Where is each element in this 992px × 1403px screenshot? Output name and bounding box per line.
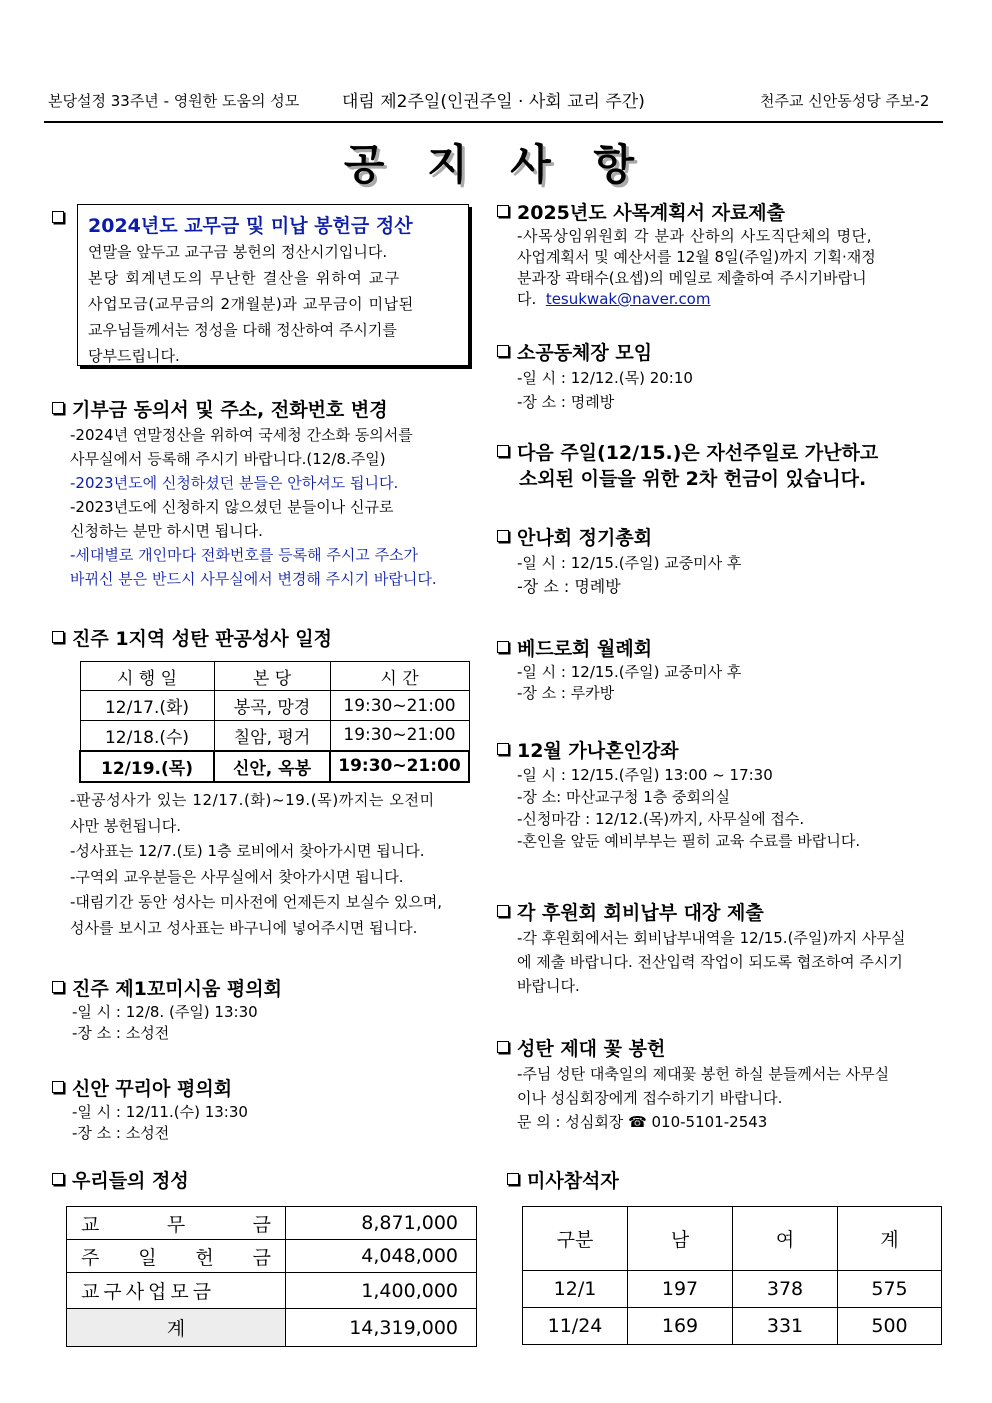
notice13-line: -주님 성탄 대축일의 제대꽃 봉헌 하실 분들께서는 사무실 [517,1065,890,1083]
attendance-cell: 331 [733,1308,838,1345]
notice2-line: 사무실에서 등록해 주시기 바랍니다.(12/8.주일) [70,450,386,468]
checkbox-icon [497,445,509,457]
notice3-line: -대림기간 동안 성사는 미사전에 언제든지 보실수 있으며, [70,893,443,911]
notice12-line: -각 후원회에서는 회비납부내역을 12/15.(주일)까지 사무실 [517,929,906,947]
attendance-cell: 169 [628,1308,733,1345]
notice2-line: 바뀌신 분은 반드시 사무실에서 변경해 주시기 바랍니다. [70,570,437,588]
notice11-line: -일 시 : 12/15.(주일) 13:00 ~ 17:30 [517,766,773,784]
notice3-line: -성사표는 12/7.(토) 1층 로비에서 찾아가시면 됩니다. [70,842,425,860]
notice13-line: 이나 성심회장에게 접수하기기 바랍니다. [517,1089,783,1107]
notice8-section [497,440,878,492]
header-right: 천주교 신안동성당 주보-2 [760,92,930,110]
notice3-line: -판공성사가 있는 12/17.(화)~19.(목)까지는 오전미 [70,791,435,809]
notice1-line: 당부드립니다. [88,347,180,365]
header-divider [44,121,943,123]
table-cell: 12/17.(화) [80,691,214,721]
table-header: 본 당 [214,662,330,691]
notice2-line: -2023년도에 신청하지 않으셨던 분들이나 신규로 [70,498,394,516]
attendance-cell: 575 [838,1271,942,1308]
notice11-title: 12월 가나혼인강좌 [517,740,679,762]
offering-label: 교 무 금 [67,1207,286,1240]
notice2-line: 신청하는 분만 하시면 됩니다. [70,522,263,540]
notice12-line: 에 제출 바랍니다. 전산입력 작업이 되도록 협조하여 주시기 [517,953,903,971]
checkbox-icon [497,905,509,917]
table-cell: 12/18.(수) [80,721,214,751]
email-link[interactable]: tesukwak@naver.com [545,290,711,308]
table-cell: 신안, 옥봉 [214,751,330,782]
checkbox-icon [497,743,509,755]
attendance-cell: 500 [838,1308,942,1345]
notice7-line: -일 시 : 12/12.(목) 20:10 [517,369,693,387]
notice12-line: 바랍니다. [517,977,580,995]
header-center: 대림 제2주일(인권주일 · 사회 교리 주간) [342,92,645,112]
notice5-section [52,1076,248,1144]
attendance-header: 계 [838,1207,942,1271]
attendance-cell: 11/24 [523,1308,628,1345]
table-cell: 19:30~21:00 [330,751,469,782]
notice6-section [497,200,876,310]
checkbox-icon [497,641,509,653]
notice2-line: -2023년도에 신청하셨던 분들은 안하셔도 됩니다. [70,474,399,492]
notice1-line: 교우님들께서는 정성을 다해 정산하여 주시기를 [88,321,397,339]
notice13-section [497,1036,889,1134]
table-cell: 봉곡, 망경 [214,691,330,721]
notice6-line: -사목상임위원회 각 분과 산하의 사도직단체의 명단, [517,227,873,245]
page-title: 공 지 사 항 [343,140,649,189]
notice11-line: -혼인을 앞둔 예비부부는 필히 교육 수료를 바랍니다. [517,832,861,850]
checkbox-icon [497,345,509,357]
attendance-header: 남 [628,1207,733,1271]
notice7-section [497,340,693,414]
header-left: 본당설정 33주년 - 영원한 도움의 성모 [48,92,300,110]
offering-value: 8,871,000 [286,1207,477,1240]
offering-label: 교구사업모금 [67,1273,286,1309]
offering-heading [52,1168,189,1194]
offering-label: 주 일 헌 금 [67,1240,286,1273]
attendance-cell: 12/1 [523,1271,628,1308]
confession-schedule-table [79,661,470,783]
notice1-line: 본당 회계년도의 무난한 결산을 위하여 교구 [88,269,401,287]
notice8-title-line2: 소외된 이들을 위한 2차 헌금이 있습니다. [519,468,867,490]
checkbox-icon [52,981,64,993]
notice8-title: 다음 주일(12/15.)은 자선주일로 가난하고 [517,442,879,464]
notice1-title: 2024년도 교무금 및 미납 봉헌금 정산 [88,215,413,237]
attendance-title: 미사참석자 [527,1170,619,1192]
notice4-line: -장 소 : 소성전 [72,1024,170,1042]
notice5-title: 신안 꾸리아 평의회 [72,1078,233,1100]
notice1-line: 연말을 앞두고 교구금 봉헌의 정산시기입니다. [88,243,388,261]
notice4-section [52,976,282,1044]
table-cell: 19:30~21:00 [330,691,469,721]
notice3-line: 성사를 보시고 성사표는 바구니에 넣어주시면 됩니다. [70,918,418,937]
notice13-contact: 문 의 : 성심회장 ☎ 010-5101-2543 [517,1113,768,1131]
notice1-checkbox-icon [52,206,72,232]
notice6-title: 2025년도 사목계획서 자료제출 [517,202,786,224]
notice10-line: -장 소 : 루카방 [517,684,615,702]
notice4-title: 진주 제1꼬미시움 평의회 [72,978,282,1000]
notice2-title: 기부금 동의서 및 주소, 전화번호 변경 [72,399,388,421]
offering-value: 1,400,000 [286,1273,477,1309]
notice3-section [52,626,332,652]
notice6-line: 분과장 곽태수(요셉)의 메일로 제출하여 주시기바랍니 [517,269,867,287]
notice3-line: -구역외 교우분들은 사무실에서 찾아가시면 됩니다. [70,867,404,886]
checkbox-icon [52,631,64,643]
offering-value: 4,048,000 [286,1240,477,1273]
notice10-section [497,636,741,704]
notice11-section [497,738,860,852]
notice12-title: 각 후원회 회비납부 대장 제출 [517,902,764,924]
notice13-title: 성탄 제대 꽃 봉헌 [517,1038,666,1060]
notice3-notes [70,788,442,941]
notice1-line: 사업모금(교무금의 2개월분)과 교무금이 미납된 [88,295,414,313]
checkbox-icon [497,530,509,542]
notice2-section [52,397,437,591]
attendance-cell: 197 [628,1271,733,1308]
attendance-cell: 378 [733,1271,838,1308]
notice9-line: -일 시 : 12/15.(주일) 교중미사 후 [517,554,742,572]
checkbox-icon [497,1041,509,1053]
notice11-line: -장 소: 마산교구청 1층 중회의실 [517,788,730,806]
notice5-line: -일 시 : 12/11.(수) 13:30 [72,1103,248,1121]
attendance-heading [507,1168,619,1194]
notice9-line: -장 소 : 명례방 [517,577,621,596]
notice7-line: -장 소 : 명례방 [517,393,615,411]
notice7-title: 소공동체장 모임 [517,342,653,364]
checkbox-icon [497,205,509,217]
table-cell: 12/19.(목) [80,751,214,782]
offering-total-value: 14,319,000 [286,1309,477,1347]
checkbox-icon [52,402,64,414]
notice6-line: 다. [517,290,537,308]
notice2-line: -세대별로 개인마다 전화번호를 등록해 주시고 주소가 [70,546,419,564]
table-header: 시 간 [330,662,469,691]
notice3-line: 사만 봉헌됩니다. [70,816,181,835]
notice1-box [77,204,469,366]
notice9-title: 안나회 정기총회 [517,527,653,549]
notice12-section [497,900,905,998]
offering-table [66,1206,477,1347]
attendance-header: 구분 [523,1207,628,1271]
attendance-table [522,1206,942,1345]
notice4-line: -일 시 : 12/8. (주일) 13:30 [72,1003,258,1021]
offering-total-label: 계 [67,1309,286,1347]
attendance-header: 여 [733,1207,838,1271]
notice6-line: 사업계획서 및 예산서를 12월 8일(주일)까지 기획·재정 [517,248,876,266]
notice10-line: -일 시 : 12/15.(주일) 교중미사 후 [517,663,742,681]
table-header: 시 행 일 [80,662,214,691]
checkbox-icon [507,1173,519,1185]
table-cell: 칠암, 평거 [214,721,330,751]
page-header [44,86,942,118]
notice11-line: -신청마감 : 12/12.(목)까지, 사무실에 접수. [517,810,805,828]
checkbox-icon [52,1081,64,1093]
table-cell: 19:30~21:00 [330,721,469,751]
notice9-section [497,525,741,599]
notice3-title: 진주 1지역 성탄 판공성사 일정 [72,628,332,650]
notice10-title: 베드로회 월례회 [517,638,653,660]
notice5-line: -장 소 : 소성전 [72,1124,170,1142]
checkbox-icon [52,1173,64,1185]
notice2-line: -2024년 연말정산을 위하여 국세청 간소화 동의서를 [70,426,413,444]
offering-title: 우리들의 정성 [72,1170,189,1192]
